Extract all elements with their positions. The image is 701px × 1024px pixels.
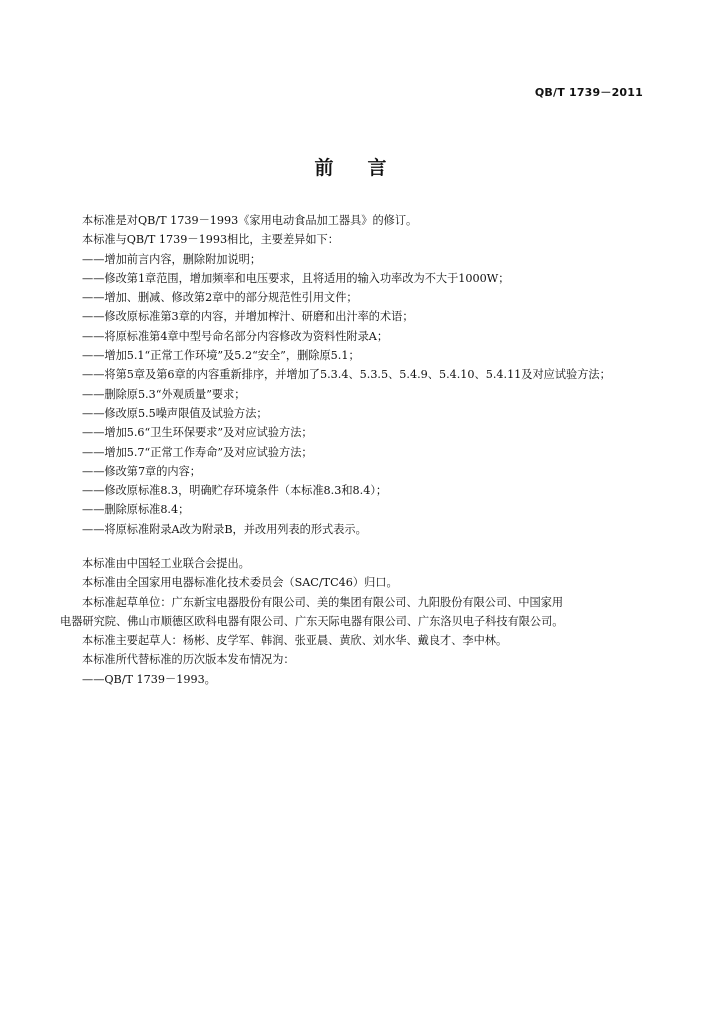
drafting-units-text-continued: 电器研究院、佛山市顺德区欧科电器有限公司、广东天际电器有限公司、广东洛贝电子科技有限公司。 — [60, 614, 564, 628]
change-item: ——删除原5.3“外观质量”要求； — [82, 387, 246, 401]
change-item: ——将第5章及第6章的内容重新排序，并增加了5.3.4、5.3.5、5.4.9、5.4.10、5.4.11及对应试验方法； — [82, 368, 611, 382]
managed-by-text: 本标准由全国家用电器标准化技术委员会（SAC/TC46）归口。 — [82, 576, 398, 590]
differences-heading: 本标准与QB/T 1739－1993相比，主要差异如下： — [82, 233, 339, 247]
intro-paragraph: 本标准是对QB/T 1739－1993《家用电动食品加工器具》的修订。 — [82, 214, 418, 227]
drafters-text: 本标准主要起草人：杨彬、皮学军、韩润、张亚晨、黄欣、刘水华、戴良才、李中林。 — [82, 634, 508, 648]
change-item: ——增加5.7“正常工作寿命”及对应试验方法； — [82, 445, 313, 459]
change-item: ——增加5.6“卫生环保要求”及对应试验方法； — [82, 426, 313, 440]
change-item: ——修改原5.5噪声限值及试验方法； — [82, 406, 268, 420]
replaced-version-text: ——QB/T 1739－1993。 — [82, 672, 216, 686]
page-title — [0, 153, 701, 180]
change-item: ——增加5.1“正常工作环境”及5.2“安全”，删除原5.1； — [82, 349, 360, 363]
change-item: ——增加、删减、修改第2章中的部分规范性引用文件； — [82, 291, 358, 305]
changes-section — [60, 211, 660, 539]
change-item: ——将原标准附录A改为附录B，并改用列表的形式表示。 — [82, 522, 367, 536]
info-section — [60, 554, 660, 689]
title-char-2: 言 — [367, 157, 387, 179]
proposed-by-text: 本标准由中国轻工业联合会提出。 — [82, 557, 250, 570]
drafting-units-text: 本标准起草单位：广东新宝电器股份有限公司、美的集团有限公司、九阳股份有限公司、中国家用 — [82, 595, 564, 609]
standard-code: QB/T 1739－2011 — [534, 86, 643, 99]
change-item: ——修改原标准第3章的内容，并增加榨汁、研磨和出汁率的术语； — [82, 310, 414, 324]
title-char-1: 前 — [314, 157, 334, 179]
change-item: ——修改原标准8.3，明确贮存环境条件（本标准8.3和8.4）； — [82, 484, 388, 498]
change-item: ——将原标准第4章中型号命名部分内容修改为资料性附录A； — [82, 329, 389, 343]
change-item: ——修改第1章范围，增加频率和电压要求，且将适用的输入功率改为不大于1000W； — [82, 271, 510, 285]
replaced-history-text: 本标准所代替标准的历次版本发布情况为： — [82, 653, 295, 667]
change-item: ——增加前言内容，删除附加说明； — [82, 252, 262, 266]
change-item: ——修改第7章的内容； — [82, 464, 201, 478]
change-item: ——删除原标准8.4； — [82, 503, 190, 517]
